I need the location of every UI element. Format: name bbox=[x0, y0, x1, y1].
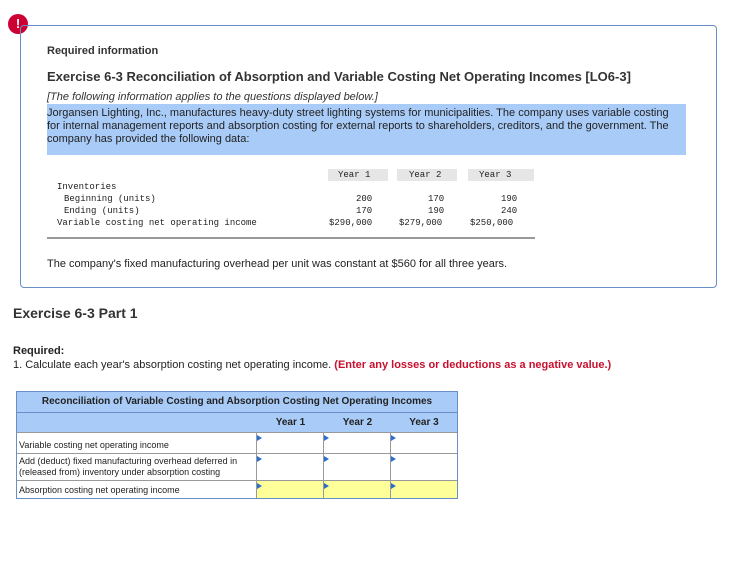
table-row bbox=[17, 432, 457, 453]
input-year-3[interactable] bbox=[390, 433, 457, 453]
table-row-label: Variable costing net operating income bbox=[57, 218, 257, 228]
part-title: Exercise 6-3 Part 1 bbox=[13, 305, 138, 321]
instruction-text: 1. Calculate each year's absorption costing net operating income. bbox=[13, 359, 332, 371]
input-year-2[interactable] bbox=[323, 481, 390, 498]
reconciliation-title: Reconciliation of Variable Costing and Absorption Costing Net Operating Incomes bbox=[17, 392, 457, 412]
table-divider bbox=[47, 237, 535, 239]
exercise-title: Exercise 6-3 Reconciliation of Absorption and Variable Costing Net Operating Incomes [LO6-3] bbox=[47, 69, 631, 84]
table-row bbox=[17, 480, 457, 498]
table-cell: 190 bbox=[501, 194, 518, 204]
table-cell: 170 bbox=[356, 206, 373, 216]
table-cell: $279,000 bbox=[399, 218, 443, 228]
input-year-3[interactable] bbox=[390, 454, 457, 480]
row-label: Variable costing net operating income bbox=[19, 440, 169, 450]
input-year-1[interactable] bbox=[256, 433, 323, 453]
table-cell: 200 bbox=[356, 194, 373, 204]
company-description: Jorgansen Lighting, Inc., manufactures heavy-duty street lighting systems for municipalities. The company uses variable costing for internal management reports and absorption costing for external reports to shareholders, creditors, and the government. The company has provided the following data: bbox=[47, 104, 686, 155]
table-row-label: Ending (units) bbox=[64, 206, 140, 216]
input-year-3[interactable] bbox=[390, 481, 457, 498]
reconciliation-table bbox=[16, 391, 458, 499]
input-year-1[interactable] bbox=[256, 481, 323, 498]
input-year-2[interactable] bbox=[323, 454, 390, 480]
input-year-2[interactable] bbox=[323, 433, 390, 453]
table-header: Year 2 bbox=[409, 170, 442, 180]
table-row-label: Beginning (units) bbox=[64, 194, 156, 204]
row-label: Add (deduct) fixed manufacturing overhead deferred in (released from) inventory under absorption costing bbox=[19, 456, 238, 477]
fixed-overhead-note: The company's fixed manufacturing overhead per unit was constant at $560 for all three years. bbox=[47, 258, 508, 270]
row-label: Absorption costing net operating income bbox=[19, 485, 180, 495]
table-header: Year 1 bbox=[338, 170, 371, 180]
required-label: Required: bbox=[13, 345, 65, 357]
instruction bbox=[13, 359, 611, 371]
table-cell: $250,000 bbox=[470, 218, 514, 228]
required-information-label: Required information bbox=[47, 45, 159, 57]
column-header-year-1: Year 1 bbox=[275, 417, 306, 428]
table-cell: 240 bbox=[501, 206, 518, 216]
table-cell: 170 bbox=[428, 194, 445, 204]
alert-icon: ! bbox=[8, 14, 28, 34]
instruction-warning: (Enter any losses or deductions as a negative value.) bbox=[334, 359, 612, 371]
info-note: [The following information applies to the questions displayed below.] bbox=[47, 91, 378, 103]
table-section-label: Inventories bbox=[57, 182, 117, 192]
table-cell: $290,000 bbox=[329, 218, 373, 228]
table-row bbox=[17, 453, 457, 480]
input-year-1[interactable] bbox=[256, 454, 323, 480]
column-header-year-2: Year 2 bbox=[342, 417, 373, 428]
column-header-year-3: Year 3 bbox=[409, 417, 439, 428]
reconciliation-header bbox=[17, 412, 457, 432]
table-cell: 190 bbox=[428, 206, 445, 216]
required-information-panel bbox=[20, 25, 717, 288]
table-header: Year 3 bbox=[479, 170, 512, 180]
